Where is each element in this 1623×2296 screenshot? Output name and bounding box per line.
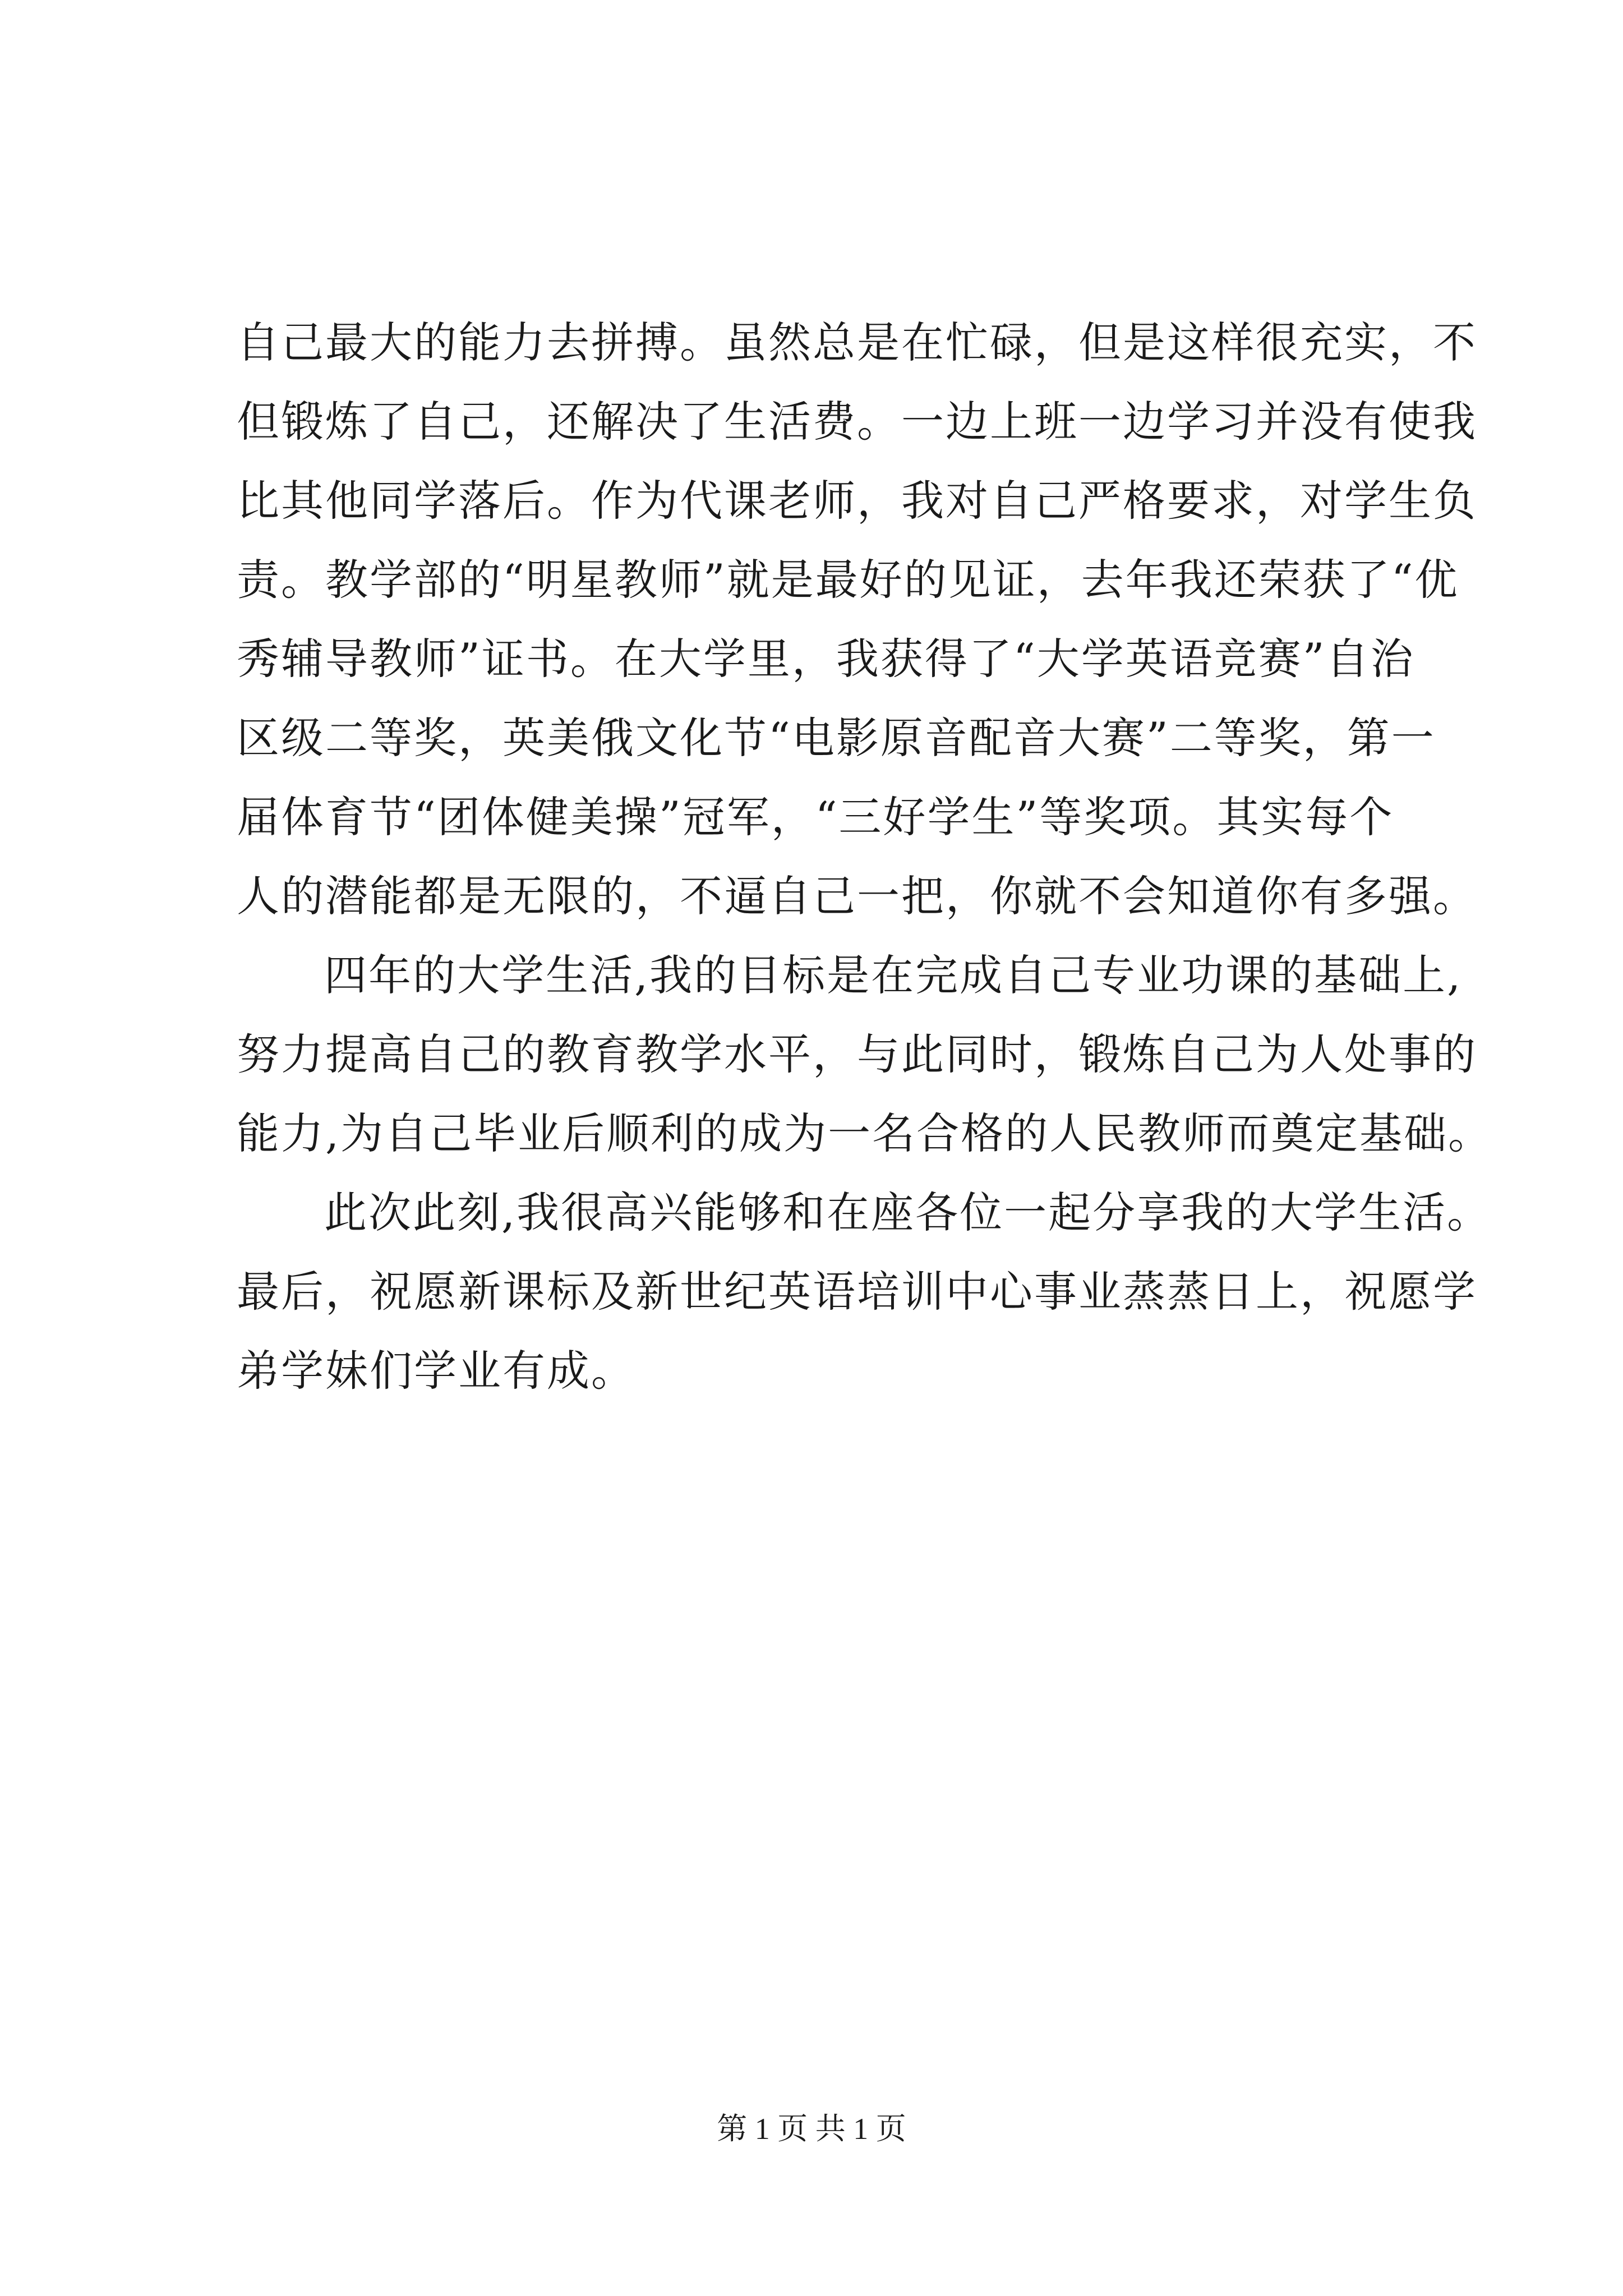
text-line: 自己最大的能力去拼搏。虽然总是在忙碌，但是这样很充实，不 xyxy=(237,318,1477,367)
text-line: 此次此刻,我很高兴能够和在座各位一起分享我的大学生活。 xyxy=(324,1188,1492,1237)
text-line: 最后，祝愿新课标及新世纪英语培训中心事业蒸蒸日上，祝愿学 xyxy=(237,1267,1477,1317)
text-line: 区级二等奖，英美俄文化节“电影原音配音大赛”二等奖，第一 xyxy=(237,713,1436,763)
text-line: 人的潜能都是无限的，不逼自己一把，你就不会知道你有多强。 xyxy=(237,871,1477,921)
text-line: 四年的大学生活,我的目标是在完成自己专业功课的基础上, xyxy=(324,950,1463,1000)
page-number-footer: 第 1 页 共 1 页 xyxy=(717,2112,906,2146)
text-line: 比其他同学落后。作为代课老师，我对自己严格要求，对学生负 xyxy=(237,476,1477,526)
document-body xyxy=(237,303,1493,1410)
text-line: 秀辅导教师”证书。在大学里，我获得了“大学英语竞赛”自治 xyxy=(237,634,1415,684)
text-line: 弟学妹们学业有成。 xyxy=(237,1346,635,1396)
text-line: 责。教学部的“明星教师”就是最好的见证，去年我还荣获了“优 xyxy=(237,555,1459,605)
text-line: 努力提高自己的教育教学水平，与此同时，锻炼自己为人处事的 xyxy=(237,1029,1477,1079)
text-line: 届体育节“团体健美操”冠军，“三好学生”等奖项。其实每个 xyxy=(237,792,1394,842)
text-line: 能力,为自己毕业后顺利的成为一名合格的人民教师而奠定基础。 xyxy=(237,1108,1493,1158)
text-line: 但锻炼了自己，还解决了生活费。一边上班一边学习并没有使我 xyxy=(237,397,1477,447)
